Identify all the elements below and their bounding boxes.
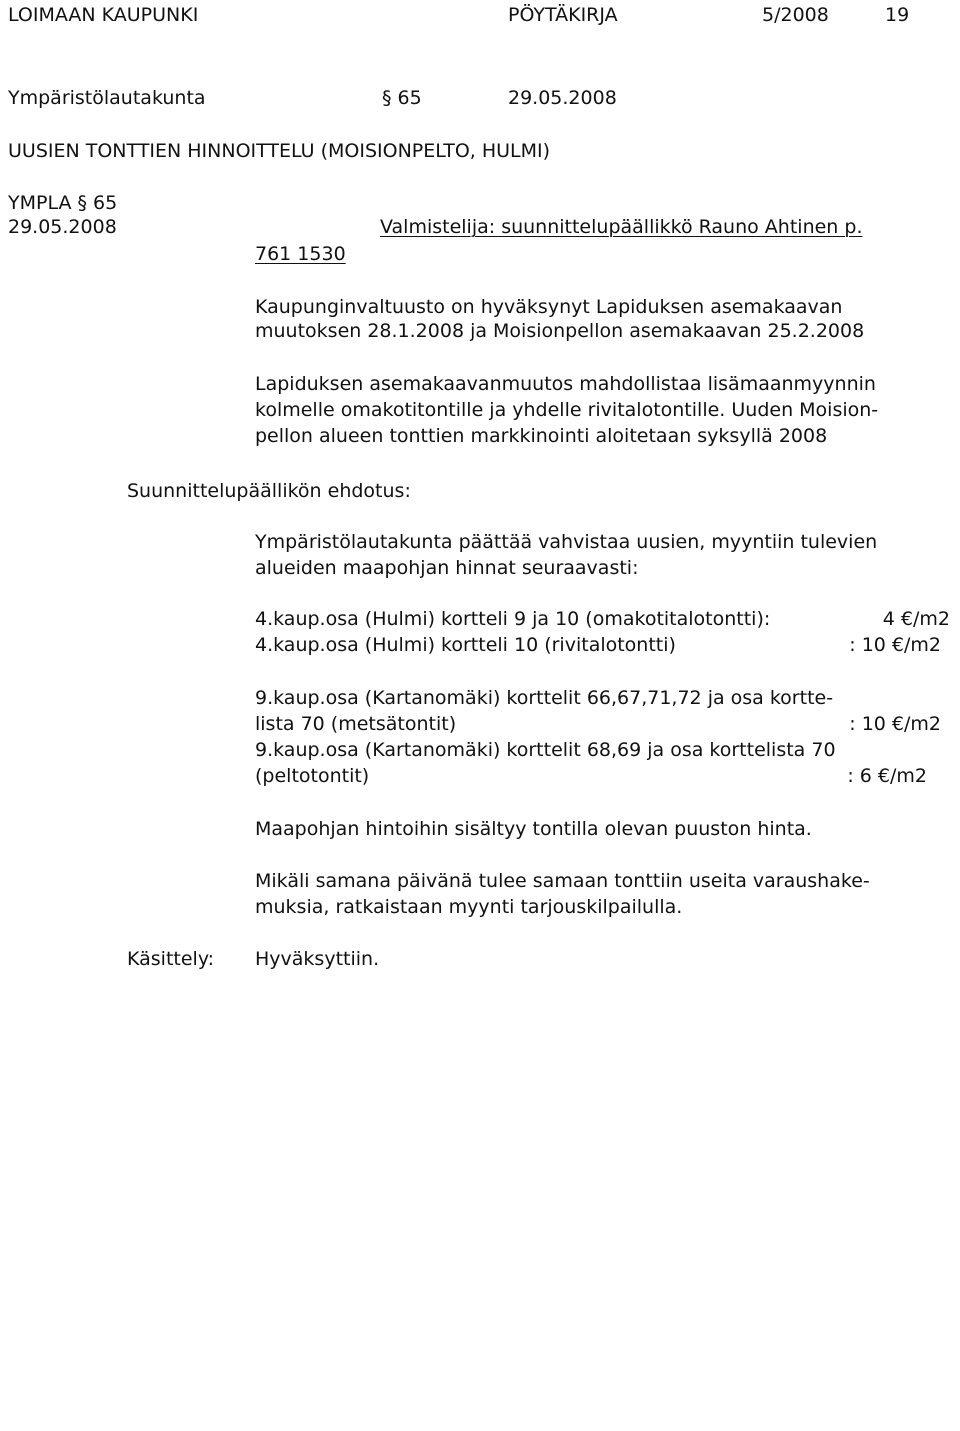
price-line-3a: 9.kaup.osa (Kartanomäki) korttelit 66,67,71,72 ja osa kortte- <box>255 687 834 709</box>
preparer-phone: 761 1530 <box>255 243 346 265</box>
paragraph-1-line-2: muutoksen 28.1.2008 ja Moisionpellon asemakaavan 25.2.2008 <box>255 320 865 342</box>
note-2-line-1: Mikäli samana päivänä tulee samaan tonttiin useita varaushake- <box>255 870 870 892</box>
paragraph-2-line-2: kolmelle omakotitontille ja yhdelle rivitalotontille. Uuden Moision- <box>255 399 879 421</box>
decision-text: Hyväksyttiin. <box>255 948 380 970</box>
municipality-name: LOIMAAN KAUPUNKI <box>8 4 199 26</box>
decision-label: Käsittely: <box>127 948 215 970</box>
document-type: PÖYTÄKIRJA <box>508 4 618 26</box>
proposal-line-2: alueiden maapohjan hinnat seuraavasti: <box>255 557 639 579</box>
ref-section: YMPLA § 65 <box>8 192 118 214</box>
price-line-1: 4.kaup.osa (Hulmi) kortteli 9 ja 10 (omakotitalotontti): <box>255 608 771 630</box>
price-line-3b: lista 70 (metsätontit) <box>255 713 457 735</box>
page-number: 19 <box>885 4 910 26</box>
section-number: § 65 <box>382 87 422 109</box>
price-line-4a: 9.kaup.osa (Kartanomäki) korttelit 68,69 ja osa korttelista 70 <box>255 739 836 761</box>
price-value-1: 4 €/m2 <box>882 608 950 630</box>
ref-date: 29.05.2008 <box>8 216 117 238</box>
note-2-line-2: muksia, ratkaistaan myynti tarjouskilpailulla. <box>255 896 683 918</box>
proposal-line-1: Ympäristölautakunta päättää vahvistaa uusien, myyntiin tulevien <box>255 531 878 553</box>
meeting-body: Ympäristölautakunta <box>8 87 206 109</box>
price-value-2: : 10 €/m2 <box>849 634 941 656</box>
page-title: UUSIEN TONTTIEN HINNOITTELU (MOISIONPELTO, HULMI) <box>8 140 551 162</box>
preparer-line: Valmistelija: suunnittelupäällikkö Rauno Ahtinen p. <box>380 216 863 238</box>
price-value-4: : 6 €/m2 <box>847 765 927 787</box>
price-line-4b: (peltotontit) <box>255 765 370 787</box>
paragraph-2-line-3: pellon alueen tonttien markkinointi aloitetaan syksyllä 2008 <box>255 425 828 447</box>
price-value-3: : 10 €/m2 <box>849 713 941 735</box>
meeting-date: 29.05.2008 <box>508 87 617 109</box>
note-1: Maapohjan hintoihin sisältyy tontilla olevan puuston hinta. <box>255 818 812 840</box>
paragraph-1-line-1: Kaupunginvaltuusto on hyväksynyt Lapiduksen asemakaavan <box>255 296 843 318</box>
price-line-2: 4.kaup.osa (Hulmi) kortteli 10 (rivitalotontti) <box>255 634 676 656</box>
proposal-label: Suunnittelupäällikön ehdotus: <box>127 480 411 502</box>
paragraph-2-line-1: Lapiduksen asemakaavanmuutos mahdollistaa lisämaanmyynnin <box>255 373 876 395</box>
document-number: 5/2008 <box>762 4 829 26</box>
